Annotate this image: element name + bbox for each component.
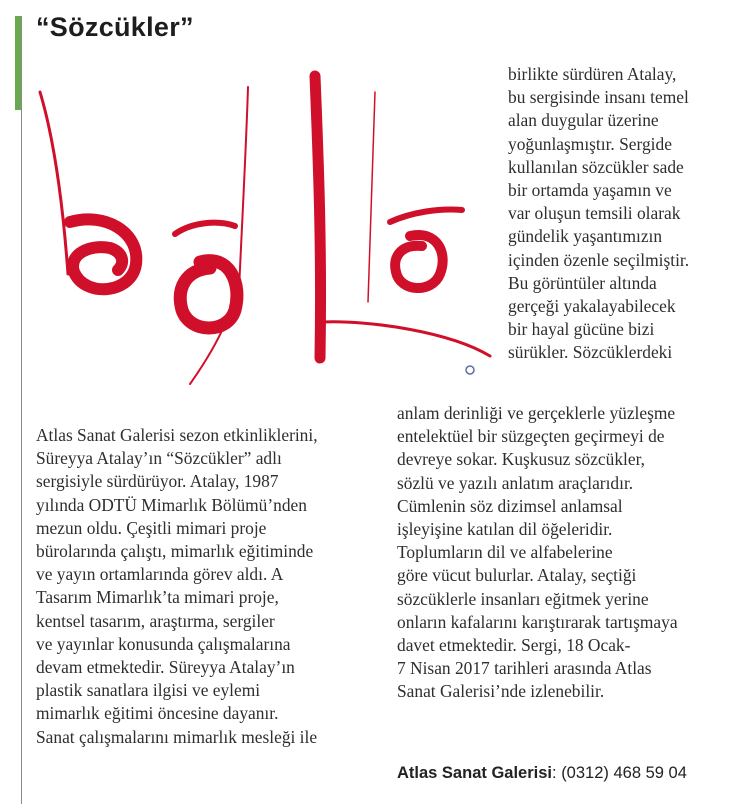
text-line: plastik sanatlara ilgisi ve eylemi xyxy=(36,680,261,701)
text-line: entelektüel bir süzgeçten geçirmeyi de xyxy=(397,426,665,447)
text-line: sözcüklerle insanları eğitmek yerine xyxy=(397,588,649,609)
gallery-phone: (0312) 468 59 04 xyxy=(561,764,687,782)
thin-stroke-b xyxy=(368,92,375,302)
letter-o2-bowl xyxy=(395,235,443,288)
text-line: bir ortamda yaşamın ve xyxy=(508,180,672,200)
text-line: sözlü ve yazılı anlatım araçlarıdır. xyxy=(397,472,634,493)
text-line: kentsel tasarım, araştırma, sergiler xyxy=(36,610,275,631)
text-line: bürolarında çalıştı, mimarlık eğitiminde xyxy=(36,541,314,561)
letter-b-stem xyxy=(40,92,68,274)
article-title: “Sözcükler” xyxy=(36,12,194,42)
text-line: gerçeği yakalayabilecek xyxy=(508,296,676,316)
text-line: bu sergisinde insanı temel xyxy=(508,87,689,108)
text-line: kullanılan sözcükler sade xyxy=(508,156,684,177)
text-line: Cümlenin söz dizimsel anlamsal xyxy=(397,495,623,516)
text-line: davet etmektedir. Sergi, 18 Ocak- xyxy=(397,635,631,655)
gallery-contact xyxy=(397,764,687,783)
text-line: devam etmektedir. Süreyya Atalay’ın xyxy=(36,657,295,677)
text-line: Sanat çalışmalarını mimarlık mesleği ile xyxy=(36,726,318,747)
thin-stroke-a xyxy=(238,87,248,312)
text-line: Sanat Galerisi’nde izlenebilir. xyxy=(397,681,605,702)
letter-o-accent xyxy=(175,223,235,234)
letter-l-stem xyxy=(315,76,321,358)
gallery-name: Atlas Sanat Galerisi xyxy=(397,764,552,782)
contact-separator: : xyxy=(552,764,557,782)
text-line: Toplumların dil ve alfabelerine xyxy=(397,542,613,563)
text-line: ve yayın ortamlarında görev aldı. A xyxy=(36,564,284,585)
text-line: yoğunlaşmıştır. Sergide xyxy=(508,133,672,154)
letter-o-bowl xyxy=(180,261,237,328)
letter-l-foot xyxy=(322,322,490,356)
text-line: sergisiyle sürdürüyor. Atalay, 1987 xyxy=(36,471,279,492)
text-line: Bu görüntüler altında xyxy=(508,272,657,293)
artwork-bolo-image xyxy=(30,62,500,402)
text-line: yılında ODTÜ Mimarlık Bölümü’nden xyxy=(36,494,307,515)
text-line: gündelik yaşantımızın xyxy=(508,226,663,247)
text-line: devreye sokar. Kuşkusuz sözcükler, xyxy=(397,449,646,470)
text-line: Atlas Sanat Galerisi sezon etkinliklerini, xyxy=(36,425,318,445)
text-line: sürükler. Sözcüklerdeki xyxy=(508,342,673,363)
text-line: ve yayınlar konusunda çalışmalarına xyxy=(36,633,291,654)
column-rule xyxy=(21,16,22,804)
text-line: anlam derinliği ve gerçeklerle yüzleşme xyxy=(397,403,676,423)
text-line: göre vücut bulurlar. Atalay, seçtiği xyxy=(397,565,637,586)
text-line: var oluşun temsili olarak xyxy=(508,203,681,224)
text-line: alan duygular üzerine xyxy=(508,110,659,131)
letter-b-bowl xyxy=(70,219,136,289)
small-globe-mark xyxy=(466,366,474,374)
text-line: işleyişine katılan dil öğeleridir. xyxy=(397,519,613,539)
letter-o2-accent xyxy=(390,210,462,223)
text-line: içinden özenle seçilmiştir. xyxy=(508,249,690,270)
text-line: mezun oldu. Çeşitli mimari proje xyxy=(36,517,267,538)
text-line: mimarlık eğitimi öncesine dayanır. xyxy=(36,703,279,724)
text-line: Süreyya Atalay’ın “Sözcükler” adlı xyxy=(36,448,282,469)
text-line: onların kafalarını karıştırarak tartışmaya xyxy=(397,611,678,632)
text-line: Tasarım Mimarlık’ta mimari proje, xyxy=(36,587,279,608)
text-line: birlikte sürdüren Atalay, xyxy=(508,64,677,84)
text-line: 7 Nisan 2017 tarihleri arasında Atlas xyxy=(397,658,652,679)
text-line: bir hayal gücüne bizi xyxy=(508,319,655,340)
